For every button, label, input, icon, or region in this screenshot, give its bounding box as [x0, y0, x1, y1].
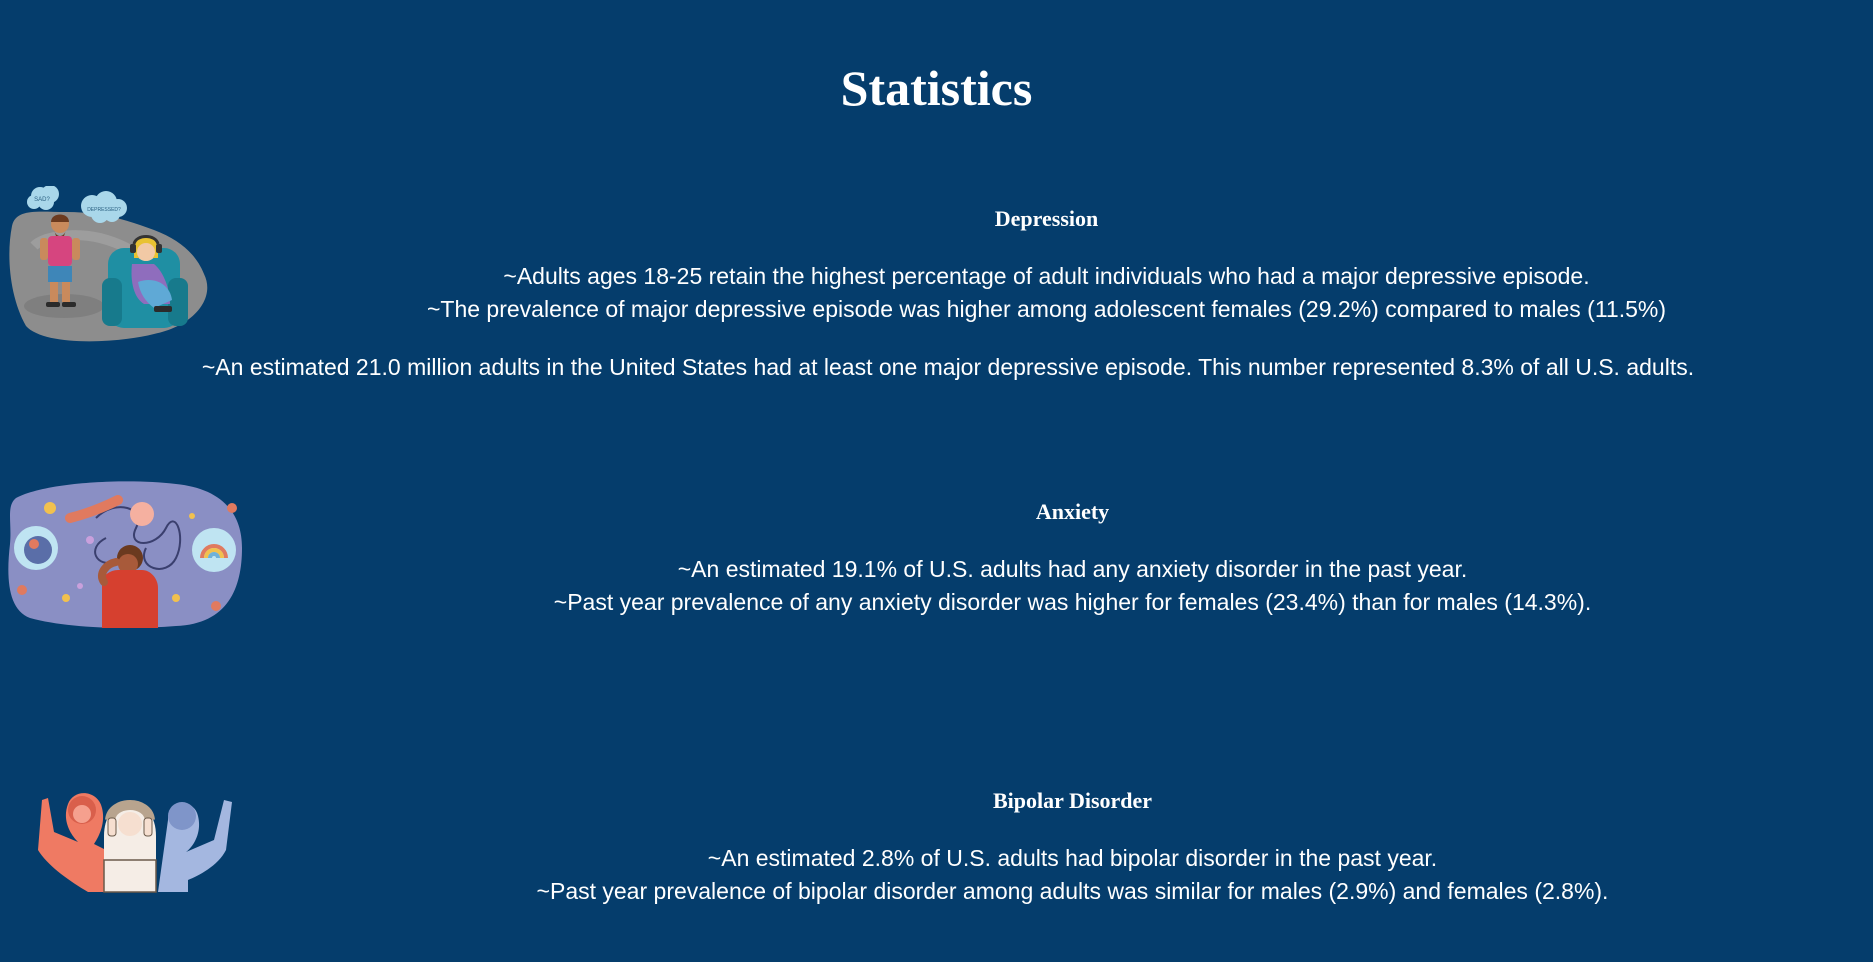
depression-stat-line: ~Adults ages 18-25 retain the highest percentage of adult individuals who had a major depressive episode. [503, 263, 1590, 289]
section-heading-depression: Depression [994, 206, 1099, 231]
bipolar-stat-line: ~An estimated 2.8% of U.S. adults had bipolar disorder in the past year. [707, 845, 1438, 871]
anxiety-stat-line: ~Past year prevalence of any anxiety disorder was higher for females (23.4%) than for males (14.3%). [553, 589, 1592, 615]
anxiety-stat-line: ~An estimated 19.1% of U.S. adults had any anxiety disorder in the past year. [677, 556, 1468, 582]
depression-stat-line: ~An estimated 21.0 million adults in the United States had at least one major depressive episode. This number represented 8.3% of all U.S. adults. [201, 354, 1695, 380]
bipolar-stat-line: ~Past year prevalence of bipolar disorder among adults was similar for males (2.9%) and females (2.8%). [536, 878, 1609, 904]
section-heading-anxiety: Anxiety [1035, 499, 1110, 524]
section-heading-bipolar: Bipolar Disorder [992, 788, 1153, 813]
bubble-label-depressed: DEPRESSED? [87, 207, 121, 213]
depression-stat-line: ~The prevalence of major depressive episode was higher among adolescent females (29.2%) compared to males (11.5%) [426, 296, 1667, 322]
bubble-label-sad: SAD? [34, 197, 50, 203]
page-title: Statistics [840, 60, 1033, 116]
